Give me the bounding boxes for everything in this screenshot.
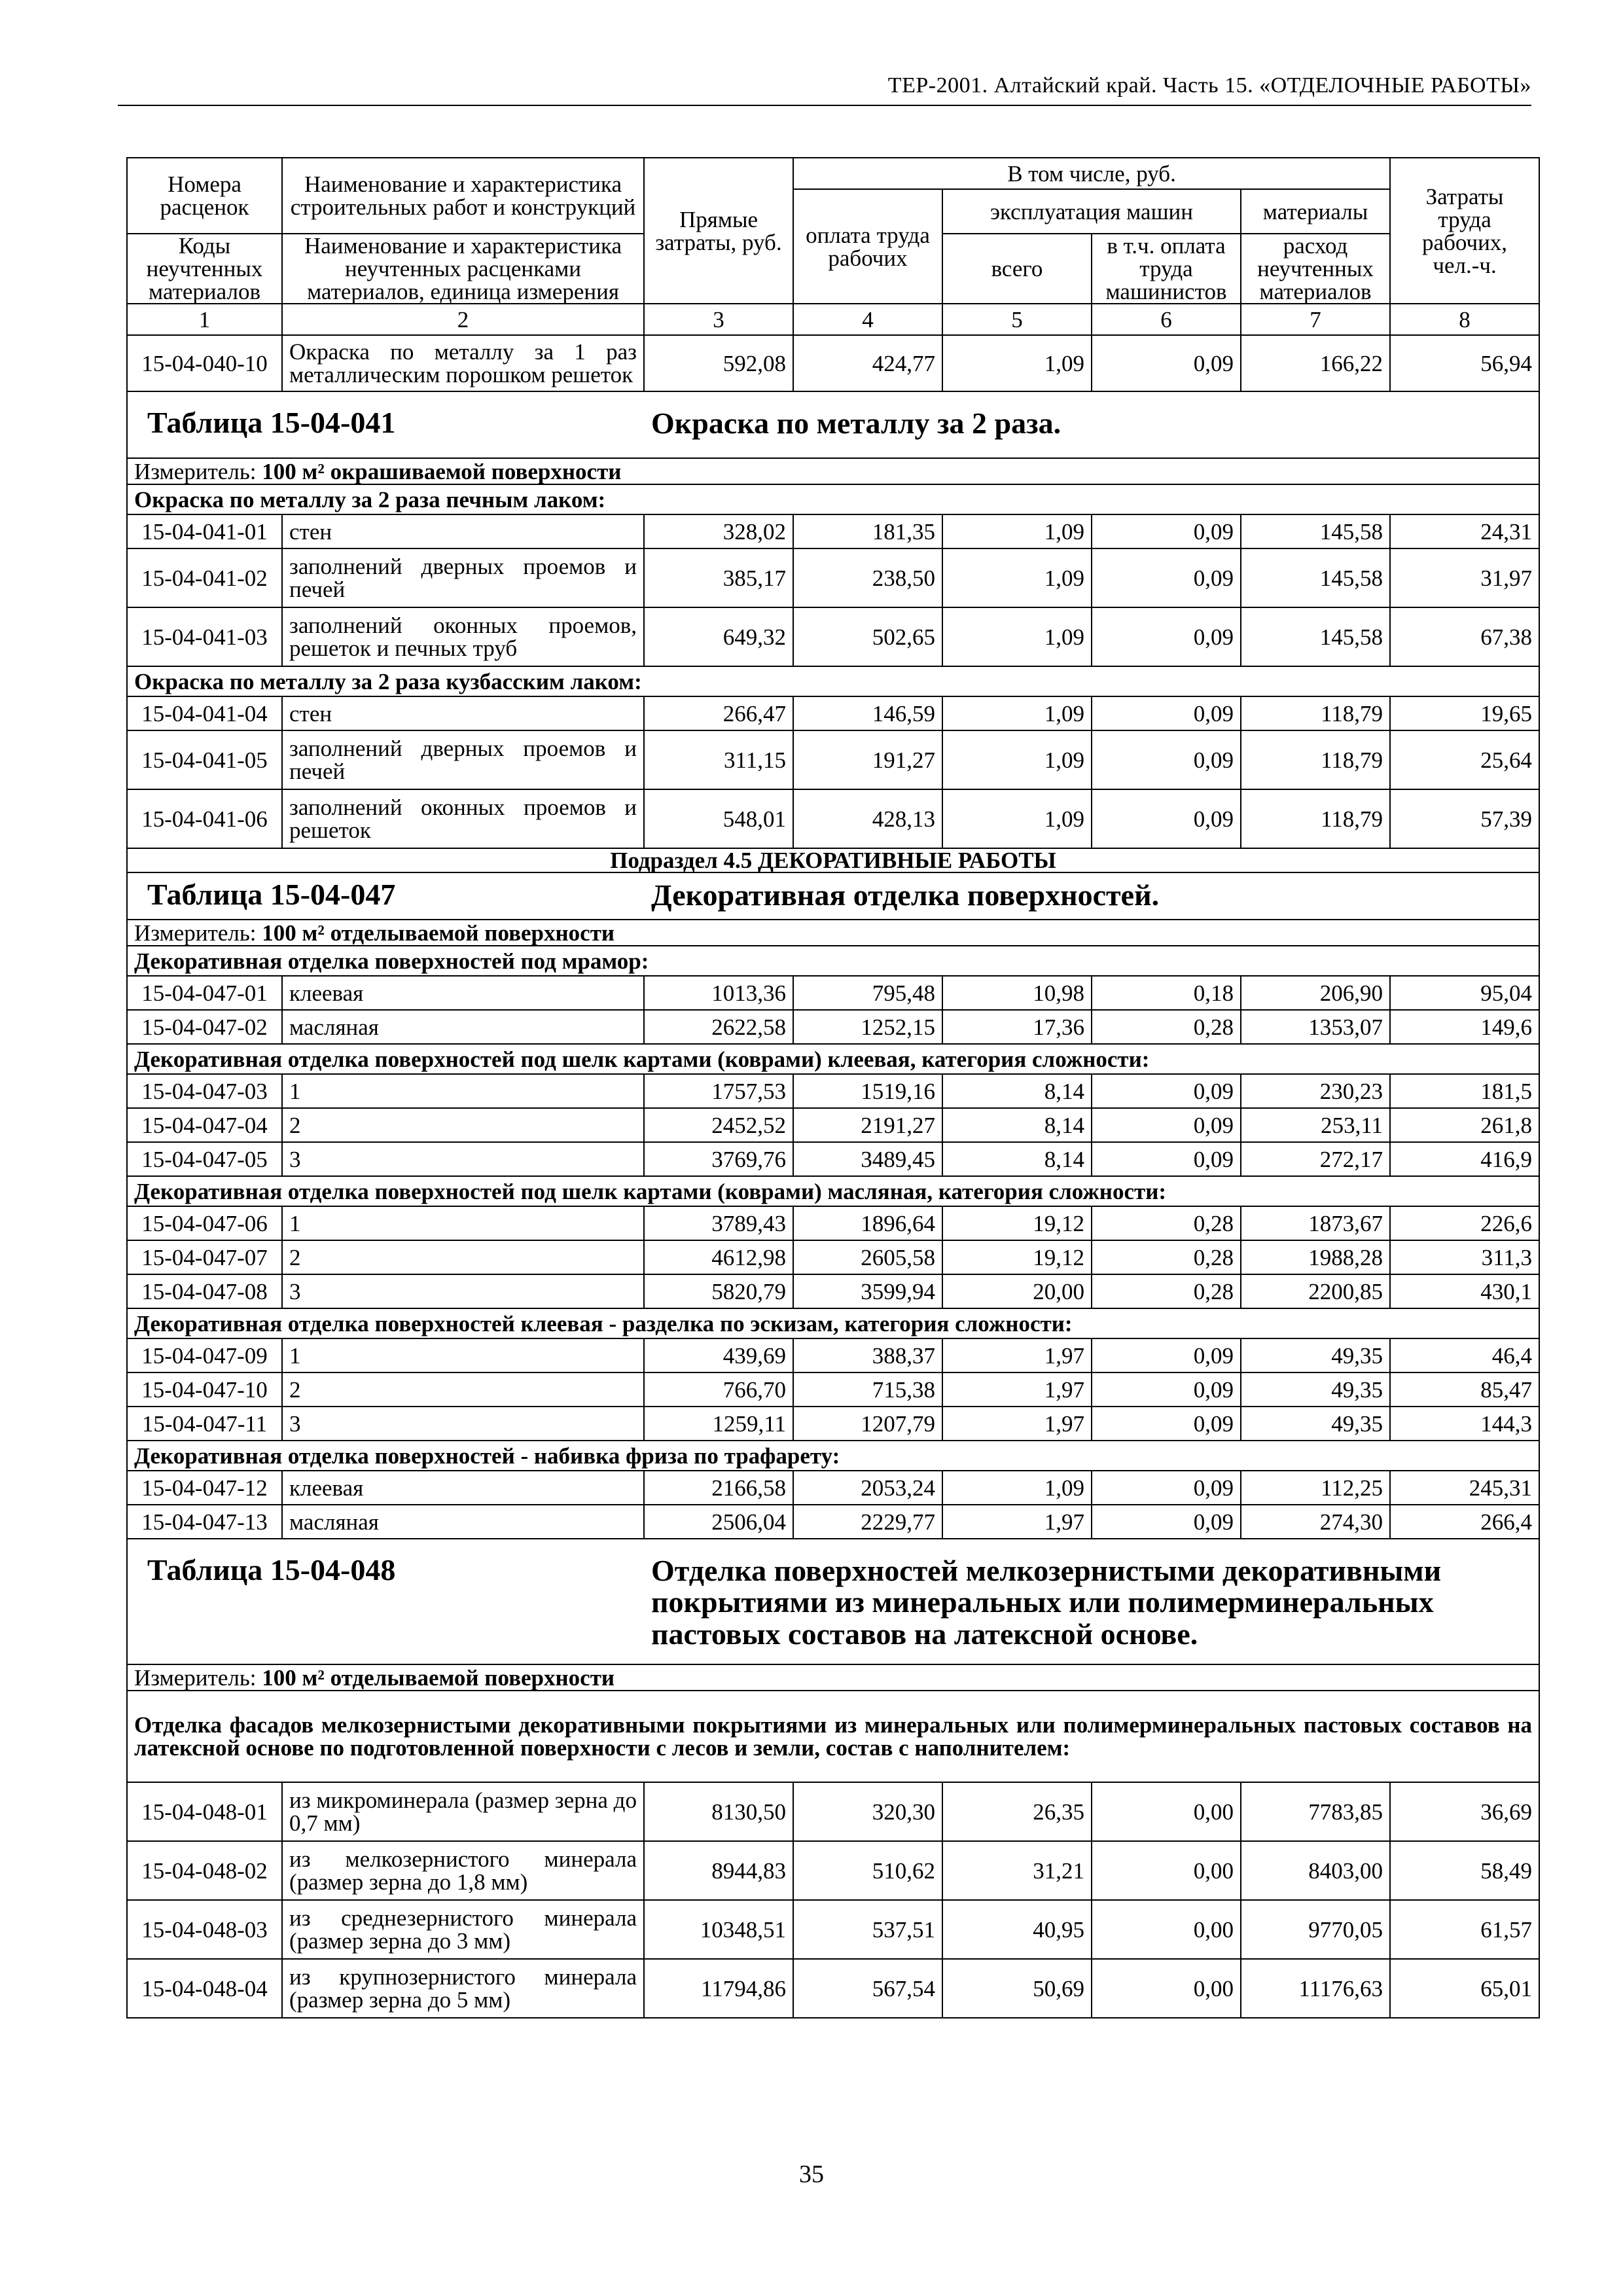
table-row [127, 1505, 1539, 1539]
rate-name: стен [282, 696, 644, 730]
rate-name: 2 [282, 1240, 644, 1274]
rate-name: заполнений дверных проемов и печей [282, 548, 644, 607]
value-labor: 416,9 [1390, 1142, 1539, 1176]
value-materials: 145,58 [1241, 514, 1390, 548]
value-machine: 1,97 [942, 1407, 1092, 1441]
group-heading: Декоративная отделка поверхностей под шелк картами (коврами) масляная, категория сложности: [127, 1176, 1539, 1206]
group-row [127, 1308, 1539, 1338]
table-row [127, 1782, 1539, 1841]
value-labor: 24,31 [1390, 514, 1539, 548]
value-machinist: 0,00 [1092, 1900, 1241, 1959]
measure-row [127, 458, 1539, 484]
group-row [127, 1691, 1539, 1782]
rate-code: 15-04-047-13 [127, 1505, 282, 1539]
value-labor: 245,31 [1390, 1471, 1539, 1505]
col-header-incl: В том числе, руб. [793, 158, 1390, 189]
measure-label: Измеритель: [134, 920, 257, 946]
value-materials: 118,79 [1241, 730, 1390, 789]
col-num: 5 [942, 304, 1092, 335]
table-title-row [127, 872, 1539, 920]
rate-name: из среднезернистого минерала (размер зерна до 3 мм) [282, 1900, 644, 1959]
running-title: ТЕР-2001. Алтайский край. Часть 15. «ОТДЕЛОЧНЫЕ РАБОТЫ» [887, 73, 1531, 98]
col-header-wage: оплата труда рабочих [793, 189, 942, 304]
group-heading: Отделка фасадов мелкозернистыми декоративными покрытиями из минеральных или полимерминеральных пастовых составов на латексной основе по подготовленной поверхности с лесов и земли, состав с наполнителем: [127, 1691, 1539, 1782]
value-labor: 149,6 [1390, 1010, 1539, 1044]
value-wage: 1207,79 [793, 1407, 942, 1441]
value-machinist: 0,09 [1092, 1338, 1241, 1372]
table-number: Таблица 15-04-048 [147, 1553, 396, 1587]
group-row [127, 484, 1539, 514]
rate-name: клеевая [282, 1471, 644, 1505]
value-materials: 145,58 [1241, 548, 1390, 607]
value-wage: 3489,45 [793, 1142, 942, 1176]
table-row [127, 1959, 1539, 2018]
value-materials: 118,79 [1241, 696, 1390, 730]
value-machinist: 0,09 [1092, 1505, 1241, 1539]
value-machinist: 0,28 [1092, 1240, 1241, 1274]
value-labor: 46,4 [1390, 1338, 1539, 1372]
value-wage: 428,13 [793, 789, 942, 848]
value-labor: 56,94 [1390, 335, 1539, 391]
measure [127, 1664, 1539, 1691]
rate-code: 15-04-048-04 [127, 1959, 282, 2018]
value-direct: 10348,51 [644, 1900, 793, 1959]
rate-name: 3 [282, 1407, 644, 1441]
rate-name: 1 [282, 1338, 644, 1372]
value-machine: 1,09 [942, 335, 1092, 391]
value-direct: 8130,50 [644, 1782, 793, 1841]
value-labor: 67,38 [1390, 607, 1539, 666]
value-machine: 8,14 [942, 1142, 1092, 1176]
rate-name: заполнений дверных проемов и печей [282, 730, 644, 789]
value-machine: 1,09 [942, 607, 1092, 666]
value-machine: 1,09 [942, 696, 1092, 730]
group-heading: Окраска по металлу за 2 раза печным лаком: [127, 484, 1539, 514]
value-machinist: 0,09 [1092, 1407, 1241, 1441]
value-machinist: 0,09 [1092, 1372, 1241, 1407]
value-materials: 1873,67 [1241, 1206, 1390, 1240]
rate-code: 15-04-047-08 [127, 1274, 282, 1308]
value-labor: 19,65 [1390, 696, 1539, 730]
value-labor: 36,69 [1390, 1782, 1539, 1841]
value-wage: 2191,27 [793, 1108, 942, 1142]
table-row [127, 976, 1539, 1010]
value-wage: 795,48 [793, 976, 942, 1010]
value-machinist: 0,09 [1092, 1074, 1241, 1108]
value-machine: 1,97 [942, 1338, 1092, 1372]
rate-name: 1 [282, 1074, 644, 1108]
value-materials: 166,22 [1241, 335, 1390, 391]
value-materials: 49,35 [1241, 1372, 1390, 1407]
value-materials: 49,35 [1241, 1407, 1390, 1441]
value-labor: 31,97 [1390, 548, 1539, 607]
rate-name: 1 [282, 1206, 644, 1240]
col-num: 3 [644, 304, 793, 335]
value-machine: 10,98 [942, 976, 1092, 1010]
value-machinist: 0,18 [1092, 976, 1241, 1010]
rate-name: 3 [282, 1142, 644, 1176]
value-materials: 272,17 [1241, 1142, 1390, 1176]
value-materials: 145,58 [1241, 607, 1390, 666]
value-labor: 261,8 [1390, 1108, 1539, 1142]
measure [127, 458, 1539, 484]
value-machine: 1,09 [942, 730, 1092, 789]
value-wage: 2605,58 [793, 1240, 942, 1274]
value-machinist: 0,09 [1092, 696, 1241, 730]
value-materials: 9770,05 [1241, 1900, 1390, 1959]
value-materials: 2200,85 [1241, 1274, 1390, 1308]
value-labor: 85,47 [1390, 1372, 1539, 1407]
value-wage: 1896,64 [793, 1206, 942, 1240]
table-row [127, 514, 1539, 548]
value-machinist: 0,09 [1092, 1108, 1241, 1142]
value-direct: 2166,58 [644, 1471, 793, 1505]
rate-code: 15-04-048-02 [127, 1841, 282, 1900]
table-row [127, 1142, 1539, 1176]
value-wage: 238,50 [793, 548, 942, 607]
value-direct: 266,47 [644, 696, 793, 730]
value-labor: 266,4 [1390, 1505, 1539, 1539]
table-row [127, 696, 1539, 730]
value-machinist: 0,09 [1092, 1471, 1241, 1505]
rate-code: 15-04-047-11 [127, 1407, 282, 1441]
rates-table [126, 157, 1540, 2018]
group-row [127, 946, 1539, 976]
value-wage: 510,62 [793, 1841, 942, 1900]
rate-name: 2 [282, 1372, 644, 1407]
table-row [127, 1108, 1539, 1142]
col-num: 7 [1241, 304, 1390, 335]
measure-row [127, 920, 1539, 946]
value-direct: 5820,79 [644, 1274, 793, 1308]
value-machine: 50,69 [942, 1959, 1092, 2018]
value-wage: 388,37 [793, 1338, 942, 1372]
value-wage: 191,27 [793, 730, 942, 789]
value-machinist: 0,00 [1092, 1841, 1241, 1900]
rate-code: 15-04-047-01 [127, 976, 282, 1010]
value-materials: 206,90 [1241, 976, 1390, 1010]
col-header-direct: Прямые затраты, руб. [644, 158, 793, 304]
value-machine: 40,95 [942, 1900, 1092, 1959]
table-row [127, 1900, 1539, 1959]
table-row [127, 548, 1539, 607]
rate-code: 15-04-048-03 [127, 1900, 282, 1959]
value-direct: 3789,43 [644, 1206, 793, 1240]
value-labor: 57,39 [1390, 789, 1539, 848]
rate-name: клеевая [282, 976, 644, 1010]
value-materials: 118,79 [1241, 789, 1390, 848]
col-header-machine: эксплуатация машин [942, 189, 1241, 234]
value-machine: 8,14 [942, 1074, 1092, 1108]
value-direct: 766,70 [644, 1372, 793, 1407]
table-row [127, 607, 1539, 666]
value-machine: 19,12 [942, 1206, 1092, 1240]
table-row [127, 789, 1539, 848]
value-machine: 1,09 [942, 789, 1092, 848]
rate-code: 15-04-041-01 [127, 514, 282, 548]
col-header-labor: Затраты труда рабочих, чел.-ч. [1390, 158, 1539, 304]
col-header-code: Номера расценок [127, 158, 282, 234]
measure-label: Измеритель: [134, 1664, 257, 1691]
rate-name: стен [282, 514, 644, 548]
measure-label: Измеритель: [134, 458, 257, 484]
value-labor: 430,1 [1390, 1274, 1539, 1308]
table-title-row [127, 1539, 1539, 1664]
col-num: 4 [793, 304, 942, 335]
value-wage: 181,35 [793, 514, 942, 548]
rate-code: 15-04-047-12 [127, 1471, 282, 1505]
col-header-name2: Наименование и характеристика неучтенных расценками материалов, единица измерения [282, 234, 644, 304]
rate-name: 2 [282, 1108, 644, 1142]
rate-code: 15-04-047-07 [127, 1240, 282, 1274]
rate-name: заполнений оконных проемов, решеток и печных труб [282, 607, 644, 666]
value-direct: 328,02 [644, 514, 793, 548]
value-materials: 8403,00 [1241, 1841, 1390, 1900]
value-wage: 1252,15 [793, 1010, 942, 1044]
value-machine: 20,00 [942, 1274, 1092, 1308]
value-materials: 11176,63 [1241, 1959, 1390, 2018]
subsection-row [127, 848, 1539, 872]
col-header-materials: материалы [1241, 189, 1390, 234]
value-machinist: 0,09 [1092, 548, 1241, 607]
col-header-matexp: расход неучтенных материалов [1241, 234, 1390, 304]
value-direct: 11794,86 [644, 1959, 793, 2018]
value-wage: 715,38 [793, 1372, 942, 1407]
rate-code: 15-04-041-06 [127, 789, 282, 848]
value-labor: 311,3 [1390, 1240, 1539, 1274]
value-machinist: 0,00 [1092, 1782, 1241, 1841]
table-row [127, 335, 1539, 391]
measure [127, 920, 1539, 946]
value-direct: 1259,11 [644, 1407, 793, 1441]
value-machinist: 0,09 [1092, 335, 1241, 391]
value-machine: 1,97 [942, 1372, 1092, 1407]
value-machinist: 0,28 [1092, 1010, 1241, 1044]
rate-code: 15-04-041-03 [127, 607, 282, 666]
rate-name: масляная [282, 1010, 644, 1044]
value-machinist: 0,28 [1092, 1274, 1241, 1308]
col-header-name: Наименование и характеристика строительных работ и конструкций [282, 158, 644, 234]
rate-code: 15-04-040-10 [127, 335, 282, 391]
value-materials: 253,11 [1241, 1108, 1390, 1142]
rate-code: 15-04-041-05 [127, 730, 282, 789]
value-direct: 3769,76 [644, 1142, 793, 1176]
page-header [118, 71, 1531, 106]
value-materials: 230,23 [1241, 1074, 1390, 1108]
value-materials: 1988,28 [1241, 1240, 1390, 1274]
table-row [127, 1010, 1539, 1044]
value-direct: 548,01 [644, 789, 793, 848]
value-wage: 3599,94 [793, 1274, 942, 1308]
rate-name: заполнений оконных проемов и решеток [282, 789, 644, 848]
group-heading: Декоративная отделка поверхностей - набивка фриза по трафарету: [127, 1441, 1539, 1471]
col-header-code2: Коды неучтенных материалов [127, 234, 282, 304]
value-labor: 226,6 [1390, 1206, 1539, 1240]
value-direct: 2452,52 [644, 1108, 793, 1142]
value-direct: 592,08 [644, 335, 793, 391]
rate-code: 15-04-048-01 [127, 1782, 282, 1841]
col-num: 6 [1092, 304, 1241, 335]
header-row-1 [127, 158, 1539, 189]
rate-name: из микроминерала (размер зерна до 0,7 мм) [282, 1782, 644, 1841]
table-row [127, 1841, 1539, 1900]
value-direct: 649,32 [644, 607, 793, 666]
table-row [127, 1074, 1539, 1108]
rate-code: 15-04-047-02 [127, 1010, 282, 1044]
value-direct: 439,69 [644, 1338, 793, 1372]
value-wage: 2229,77 [793, 1505, 942, 1539]
table-row [127, 730, 1539, 789]
rate-name: Окраска по металлу за 1 раз металлическим порошком решеток [282, 335, 644, 391]
rate-code: 15-04-047-10 [127, 1372, 282, 1407]
value-labor: 95,04 [1390, 976, 1539, 1010]
subsection-title: Подраздел 4.5 ДЕКОРАТИВНЫЕ РАБОТЫ [127, 848, 1539, 872]
value-machine: 26,35 [942, 1782, 1092, 1841]
value-wage: 1519,16 [793, 1074, 942, 1108]
value-direct: 311,15 [644, 730, 793, 789]
rate-code: 15-04-041-04 [127, 696, 282, 730]
value-machinist: 0,09 [1092, 514, 1241, 548]
rate-name: 3 [282, 1274, 644, 1308]
measure-value: 100 м² отделываемой поверхности [262, 1664, 615, 1691]
value-machine: 17,36 [942, 1010, 1092, 1044]
value-direct: 1757,53 [644, 1074, 793, 1108]
group-row [127, 1176, 1539, 1206]
value-materials: 112,25 [1241, 1471, 1390, 1505]
table-title-row [127, 391, 1539, 458]
value-wage: 537,51 [793, 1900, 942, 1959]
table-caption: Отделка поверхностей мелкозернистыми декоративными покрытиями из минеральных или полимерминеральных пастовых составов на латексной основе. [651, 1554, 1442, 1651]
value-machine: 1,09 [942, 1471, 1092, 1505]
col-header-machinist: в т.ч. оплата труда машинистов [1092, 234, 1241, 304]
value-wage: 502,65 [793, 607, 942, 666]
value-labor: 61,57 [1390, 1900, 1539, 1959]
group-row [127, 1044, 1539, 1074]
measure-row [127, 1664, 1539, 1691]
value-machine: 1,09 [942, 548, 1092, 607]
value-wage: 146,59 [793, 696, 942, 730]
group-heading: Окраска по металлу за 2 раза кузбасским лаком: [127, 666, 1539, 696]
rate-code: 15-04-047-05 [127, 1142, 282, 1176]
table-caption: Декоративная отделка поверхностей. [651, 878, 1160, 912]
value-labor: 181,5 [1390, 1074, 1539, 1108]
col-header-total: всего [942, 234, 1092, 304]
col-num: 1 [127, 304, 282, 335]
value-machinist: 0,09 [1092, 1142, 1241, 1176]
group-heading: Декоративная отделка поверхностей клеевая - разделка по эскизам, категория сложности: [127, 1308, 1539, 1338]
value-machine: 1,97 [942, 1505, 1092, 1539]
col-num: 2 [282, 304, 644, 335]
rate-code: 15-04-047-09 [127, 1338, 282, 1372]
table-number: Таблица 15-04-047 [147, 878, 396, 911]
value-labor: 144,3 [1390, 1407, 1539, 1441]
value-direct: 8944,83 [644, 1841, 793, 1900]
table-row [127, 1206, 1539, 1240]
group-heading: Декоративная отделка поверхностей под шелк картами (коврами) клеевая, категория сложности: [127, 1044, 1539, 1074]
column-numbers-row [127, 304, 1539, 335]
rate-code: 15-04-047-06 [127, 1206, 282, 1240]
value-machine: 31,21 [942, 1841, 1092, 1900]
table-row [127, 1274, 1539, 1308]
value-materials: 7783,85 [1241, 1782, 1390, 1841]
table-row [127, 1407, 1539, 1441]
group-row [127, 1441, 1539, 1471]
value-machinist: 0,28 [1092, 1206, 1241, 1240]
rate-name: масляная [282, 1505, 644, 1539]
value-direct: 385,17 [644, 548, 793, 607]
value-materials: 274,30 [1241, 1505, 1390, 1539]
value-wage: 320,30 [793, 1782, 942, 1841]
value-direct: 2506,04 [644, 1505, 793, 1539]
value-materials: 49,35 [1241, 1338, 1390, 1372]
table-row [127, 1240, 1539, 1274]
measure-value: 100 м² окрашиваемой поверхности [262, 458, 622, 484]
value-direct: 2622,58 [644, 1010, 793, 1044]
table-row [127, 1338, 1539, 1372]
rate-code: 15-04-047-04 [127, 1108, 282, 1142]
value-machinist: 0,09 [1092, 607, 1241, 666]
value-labor: 65,01 [1390, 1959, 1539, 2018]
rate-name: из мелкозернистого минерала (размер зерна до 1,8 мм) [282, 1841, 644, 1900]
measure-value: 100 м² отделываемой поверхности [262, 920, 615, 946]
value-machinist: 0,09 [1092, 730, 1241, 789]
group-heading: Декоративная отделка поверхностей под мрамор: [127, 946, 1539, 976]
table-number: Таблица 15-04-041 [147, 406, 396, 439]
table-caption: Окраска по металлу за 2 раза. [651, 406, 1061, 440]
value-wage: 567,54 [793, 1959, 942, 2018]
value-machine: 8,14 [942, 1108, 1092, 1142]
value-machinist: 0,09 [1092, 789, 1241, 848]
rate-code: 15-04-041-02 [127, 548, 282, 607]
value-machinist: 0,00 [1092, 1959, 1241, 2018]
value-materials: 1353,07 [1241, 1010, 1390, 1044]
value-wage: 2053,24 [793, 1471, 942, 1505]
group-row [127, 666, 1539, 696]
value-labor: 25,64 [1390, 730, 1539, 789]
table-row [127, 1372, 1539, 1407]
value-labor: 58,49 [1390, 1841, 1539, 1900]
value-machine: 19,12 [942, 1240, 1092, 1274]
value-wage: 424,77 [793, 335, 942, 391]
rate-code: 15-04-047-03 [127, 1074, 282, 1108]
table-row [127, 1471, 1539, 1505]
rate-name: из крупнозернистого минерала (размер зерна до 5 мм) [282, 1959, 644, 2018]
value-direct: 1013,36 [644, 976, 793, 1010]
col-num: 8 [1390, 304, 1539, 335]
page-number: 35 [799, 2161, 824, 2188]
value-direct: 4612,98 [644, 1240, 793, 1274]
value-machine: 1,09 [942, 514, 1092, 548]
